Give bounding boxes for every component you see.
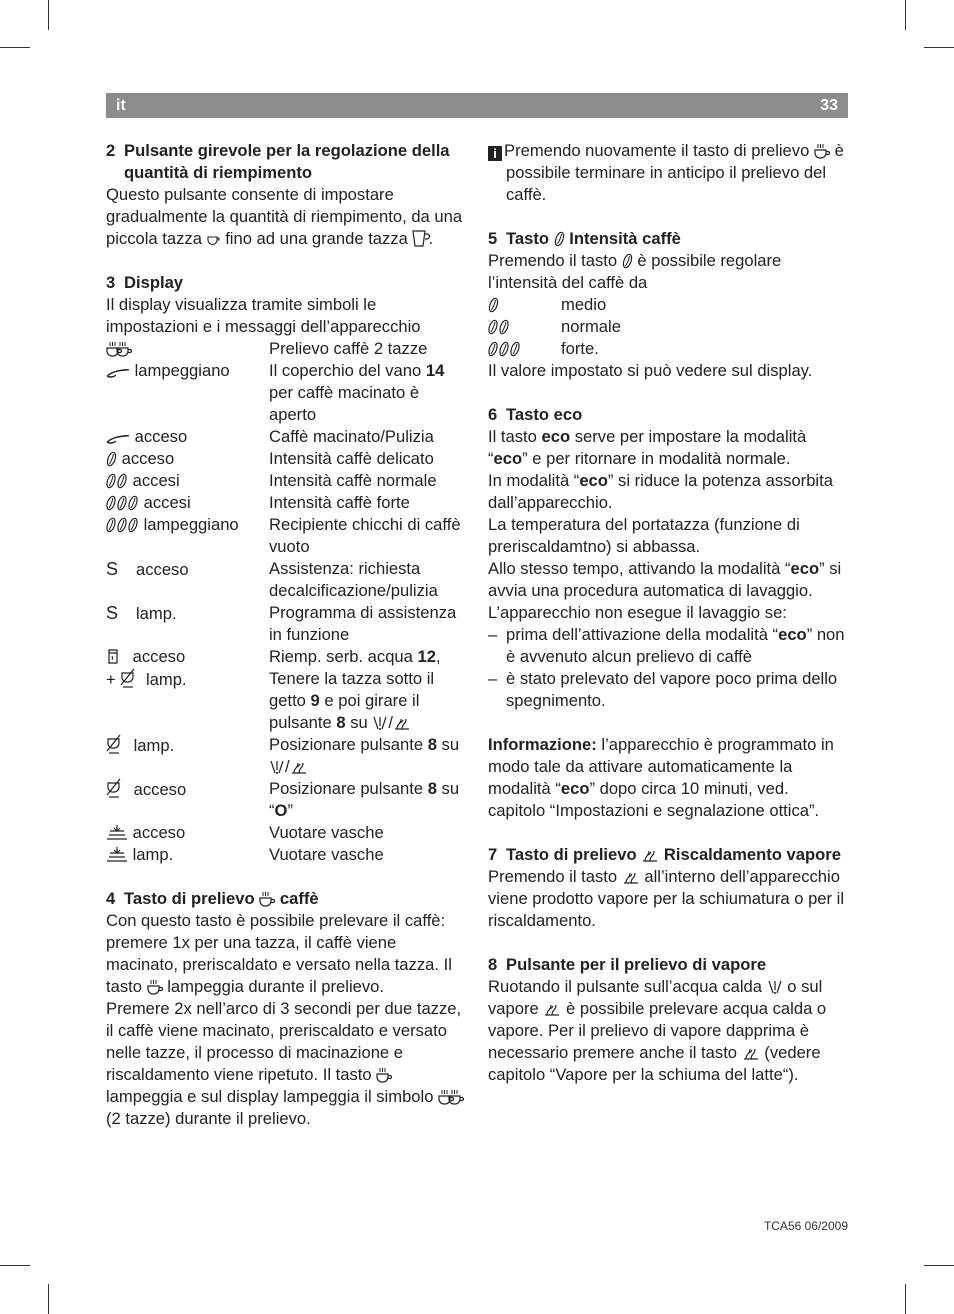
steam-icon	[622, 869, 640, 885]
hot-water-icon	[372, 715, 388, 731]
section-6-heading: 6 Tasto eco	[488, 405, 583, 424]
section-4-p3: Premere 2x nell’arco di 3 secondi per due tazze, il caffè viene macinato, preriscaldato e versato nelle tazze, il processo di macinazione e riscaldamento viene ripetuto. Il tasto lampeggia e sul display lampeggia il simbolo (2 tazze) durante il prelievo.	[106, 998, 468, 1130]
display-row: acceso Vuotare vasche	[106, 822, 468, 844]
section-2-heading: 2 Pulsante girevole per la regolazione della quantità di riempimento	[106, 141, 450, 182]
coffee-bean-icon	[488, 297, 499, 313]
hot-water-icon	[767, 979, 783, 995]
crop-mark	[48, 1284, 49, 1314]
section-4-p2: premere 1x per una tazza, il caffè viene macinato, preriscaldato e versato nella tazza. Il tasto lampeggia durante il prelievo.	[106, 933, 452, 996]
three-beans-icon	[488, 341, 521, 357]
section-4-p1: Con questo tasto è possibile prelevare il caffè:	[106, 911, 446, 930]
section-2-body: Questo pulsante consente di impostare gradualmente la quantità di riempimento, da una piccola tazza fino ad una grande tazza .	[106, 185, 463, 248]
list-item: – prima dell’attivazione della modalità “eco” non è avvenuto alcun prelievo di caffè	[488, 625, 845, 666]
section-3-heading: 3 Display	[106, 273, 184, 292]
coffee-bean-icon	[554, 231, 565, 247]
section-6-c: La temperatura del portatazza (funzione di preriscaldamtno) si abbassa.	[488, 515, 800, 556]
crop-mark	[905, 1284, 906, 1314]
coffee-cup-icon	[147, 979, 163, 995]
section-7-heading: 7 Tasto di prelievo Riscaldamento vapore	[488, 845, 841, 864]
display-row: + lamp. Tenere la tazza sotto il getto 9 e poi girare il pulsante 8 su /	[106, 669, 435, 732]
hot-water-icon	[269, 759, 285, 775]
section-8-heading: 8 Pulsante per il prelievo di vapore	[488, 955, 767, 974]
steam-icon	[543, 1001, 561, 1017]
ground-coffee-scoop-icon	[106, 367, 130, 379]
display-row: accesi Intensità caffè normale	[106, 470, 468, 492]
section-5-p1: Premendo il tasto è possibile regolare l’intensità del caffè da	[488, 251, 782, 292]
display-row: accesi Intensità caffè forte	[106, 492, 468, 514]
page-number: 33	[820, 97, 838, 114]
intensity-level: medio	[488, 294, 850, 316]
list-item: – è stato prelevato del vapore poco prima dello spegnimento.	[488, 669, 838, 710]
ground-coffee-scoop-icon	[106, 433, 130, 445]
section-6-b: In modalità “eco” si riduce la potenza assorbita dall’apparecchio.	[488, 471, 833, 512]
steam-icon	[290, 759, 308, 775]
drip-tray-icon	[106, 823, 128, 841]
service-s-icon: S	[106, 559, 119, 579]
section-6-a: Il tasto eco serve per impostare la modalità “eco” e per ritornare in modalità normale.	[488, 427, 807, 468]
steam-icon	[641, 847, 659, 863]
water-tank-icon	[106, 647, 120, 665]
coffee-bean-icon	[106, 451, 117, 467]
display-row: Prelievo caffè 2 tazze	[106, 338, 468, 360]
display-row: acceso Intensità caffè delicato	[106, 448, 468, 470]
crop-mark	[48, 0, 49, 30]
crop-mark	[924, 47, 954, 48]
crop-mark	[905, 0, 906, 30]
right-column	[488, 140, 850, 1086]
cup-under-nozzle-icon	[120, 668, 135, 688]
large-cup-icon	[412, 230, 428, 247]
section-6-e: L’apparecchio non esegue il lavaggio se:	[488, 603, 787, 622]
section-5-heading: 5 Tasto Intensità caffè	[488, 229, 681, 248]
steam-icon	[393, 715, 411, 731]
display-row: S acceso Assistenza: richiesta decalcificazione/pulizia	[106, 559, 438, 600]
crop-mark	[0, 1265, 30, 1266]
two-cups-icon	[106, 341, 132, 357]
crop-mark	[924, 1265, 954, 1266]
drip-tray-icon	[106, 845, 128, 863]
coffee-cup-icon	[376, 1067, 392, 1083]
steam-icon	[742, 1045, 760, 1061]
left-column	[106, 140, 468, 1130]
two-beans-icon	[106, 473, 128, 489]
display-row: acceso Riemp. serb. acqua 12,	[106, 646, 468, 668]
cup-under-nozzle-icon	[106, 734, 121, 754]
info-note: i Premendo nuovamente il tasto di prelievo è possibile terminare in anticipo il prelievo del caffè.	[488, 140, 850, 206]
coffee-bean-icon	[622, 253, 633, 269]
page-header-bar	[106, 93, 848, 118]
cup-under-nozzle-icon	[106, 778, 121, 798]
crop-mark	[0, 47, 30, 48]
display-row: acceso Caffè macinato/Pulizia	[106, 426, 468, 448]
section-5-p2: Il valore impostato si può vedere sul display.	[488, 361, 813, 380]
three-beans-icon	[106, 495, 139, 511]
section-6-d: Allo stesso tempo, attivando la modalità “eco” si avvia una procedura automatica di lavaggio.	[488, 559, 842, 600]
display-row: acceso Posizionare pulsante 8 su “O”	[106, 778, 468, 822]
display-row: lampeggiano Il coperchio del vano 14 per caffè macinato è aperto	[106, 360, 468, 426]
display-row: S lamp. Programma di assistenza in funzione	[106, 603, 457, 644]
three-beans-icon	[106, 517, 139, 533]
display-row: lamp. Vuotare vasche	[106, 844, 468, 866]
display-row: lampeggiano Recipiente chicchi di caffè vuoto	[106, 514, 468, 558]
intensity-level: normale	[488, 316, 850, 338]
info-icon: i	[488, 146, 502, 161]
coffee-cup-icon	[259, 891, 275, 907]
service-s-icon: S	[106, 603, 119, 623]
display-row: lamp. Posizionare pulsante 8 su /	[106, 734, 468, 778]
section-3-intro: Il display visualizza tramite simboli le impostazioni e i messaggi dell’apparecchio	[106, 295, 421, 336]
model-footer: TCA56 06/2009	[763, 1219, 848, 1233]
two-beans-icon	[488, 319, 510, 335]
language-label: it	[116, 97, 126, 114]
two-cups-icon	[438, 1089, 464, 1105]
section-4-heading: 4 Tasto di prelievo caffè	[106, 889, 319, 908]
section-7-p1: Premendo il tasto all’interno dell’apparecchio viene prodotto vapore per la schiumatura o per il riscaldamento.	[488, 867, 845, 930]
intensity-level: forte.	[488, 338, 850, 360]
coffee-cup-icon	[814, 143, 830, 159]
section-8-p1: Ruotando il pulsante sull’acqua calda o sul vapore è possibile prelevare acqua calda o vapore. Per il prelievo di vapore dapprima è necessario premere anche il tasto (vedere capitolo “Vapore per la schiuma del latte“).	[488, 977, 827, 1084]
section-6-info: Informazione: l’apparecchio è programmato in modo tale da attivare automaticamente la modalità “eco” dopo circa 10 minuti, ved. capitolo “Impostazioni e segnalazione ottica”.	[488, 735, 834, 820]
small-cup-icon	[207, 233, 221, 247]
